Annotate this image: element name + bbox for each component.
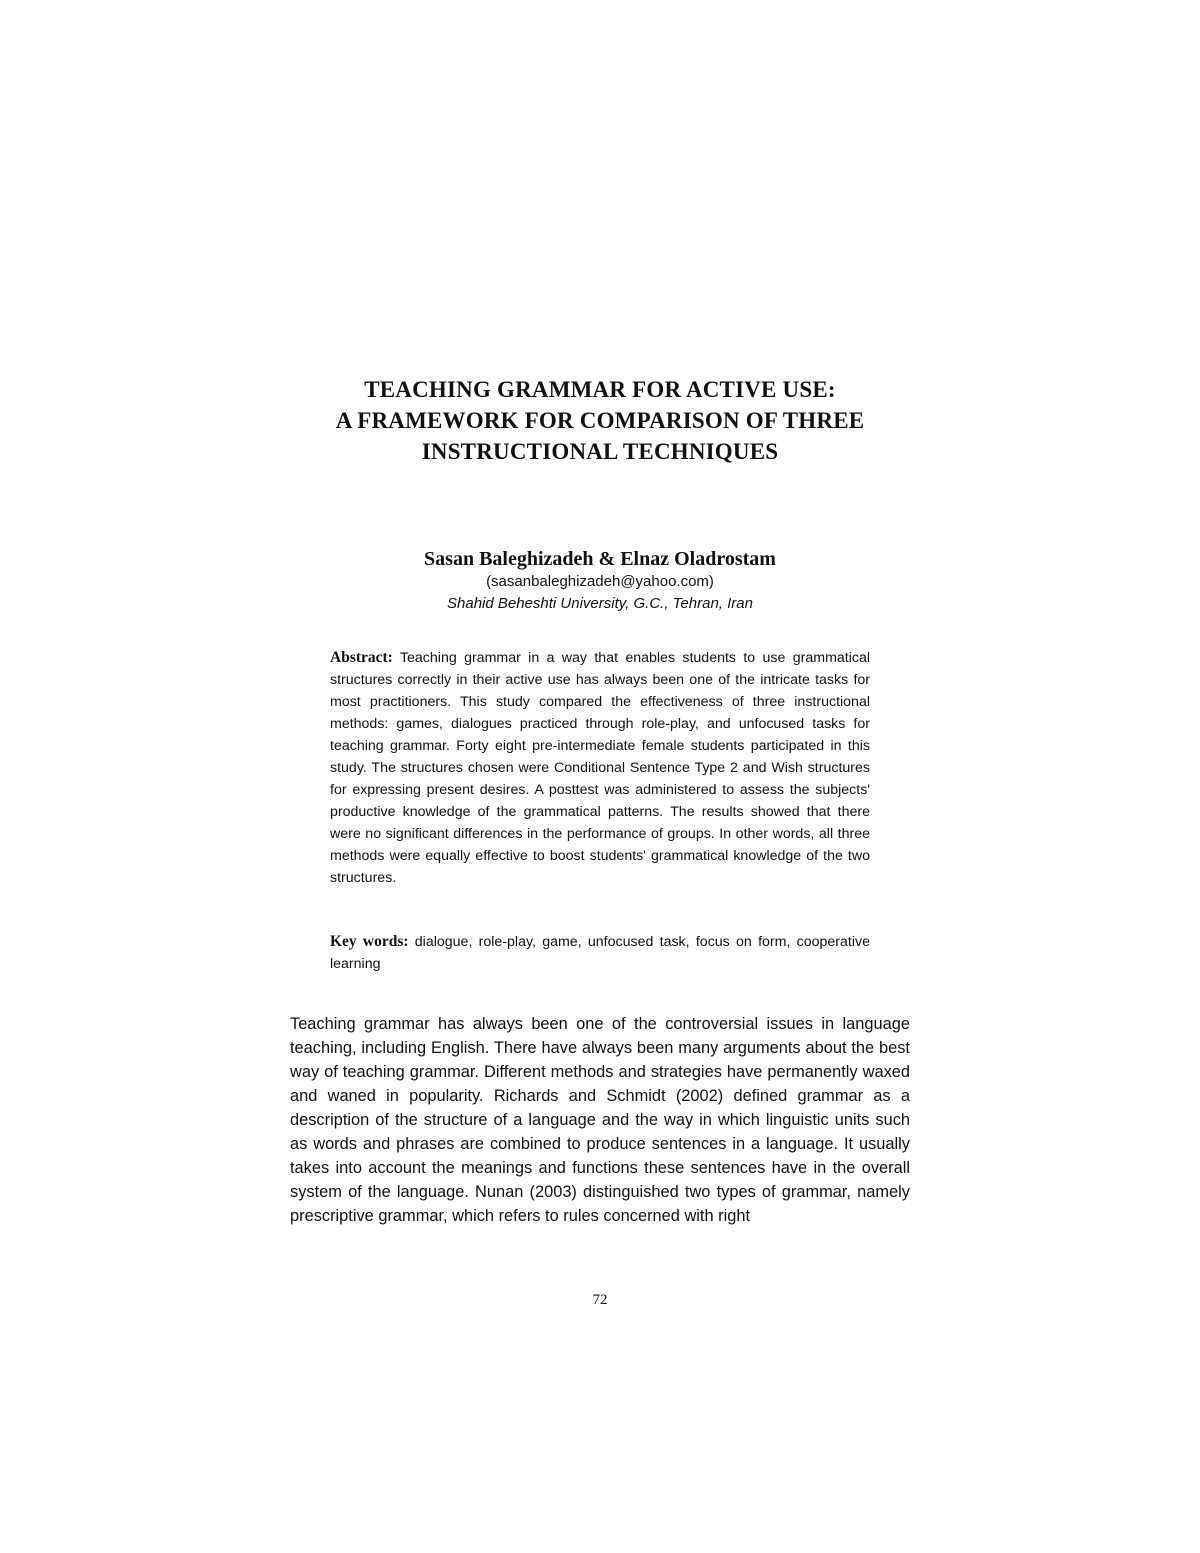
abstract	[330, 647, 870, 889]
abstract-text: Teaching grammar in a way that enables students to use grammatical structures correctly in their active use has always been one of the intricate tasks for most practitioners. This study compared the effectiveness of three instructional methods: games, dialogues practiced through role-play, and unfocused tasks for teaching grammar. Forty eight pre-intermediate female students participated in this study. The structures chosen were Conditional Sentence Type 2 and Wish structures for expressing present desires. A posttest was administered to assess the subjects' productive knowledge of the grammatical patterns. The results showed that there were no significant differences in the performance of groups. In other words, all three methods were equally effective to boost students' grammatical knowledge of the two structures.	[330, 650, 871, 886]
keywords	[330, 931, 870, 975]
title-line-1: TEACHING GRAMMAR FOR ACTIVE USE:	[364, 377, 836, 402]
page-number: 72	[592, 1292, 608, 1308]
paper-title	[0, 374, 1200, 467]
keywords-text: dialogue, role-play, game, unfocused task, focus on form, cooperative learning	[330, 934, 870, 972]
affiliation: Shahid Beheshti University, G.C., Tehran, Iran	[447, 595, 753, 612]
body-paragraph: Teaching grammar has always been one of the controversial issues in language teaching, including English. There have always been many arguments about the best way of teaching grammar. Different methods and strategies have permanently waxed and waned in popularity. Richards and Schmidt (2002) defined grammar as a description of the structure of a language and the way in which linguistic units such as words and phrases are combined to produce sentences in a language. It usually takes into account the meanings and functions these sentences have in the overall system of the language. Nunan (2003) distinguished two types of grammar, namely prescriptive grammar, which refers to rules concerned with right	[290, 1015, 910, 1225]
title-line-2: A FRAMEWORK FOR COMPARISON OF THREE	[335, 408, 865, 433]
title-line-3: INSTRUCTIONAL TECHNIQUES	[421, 439, 779, 464]
abstract-label: Abstract:	[330, 649, 393, 666]
authors: Sasan Baleghizadeh & Elnaz Oladrostam	[424, 548, 776, 570]
keywords-label: Key words:	[330, 933, 409, 950]
author-email: (sasanbaleghizadeh@yahoo.com)	[486, 573, 714, 590]
